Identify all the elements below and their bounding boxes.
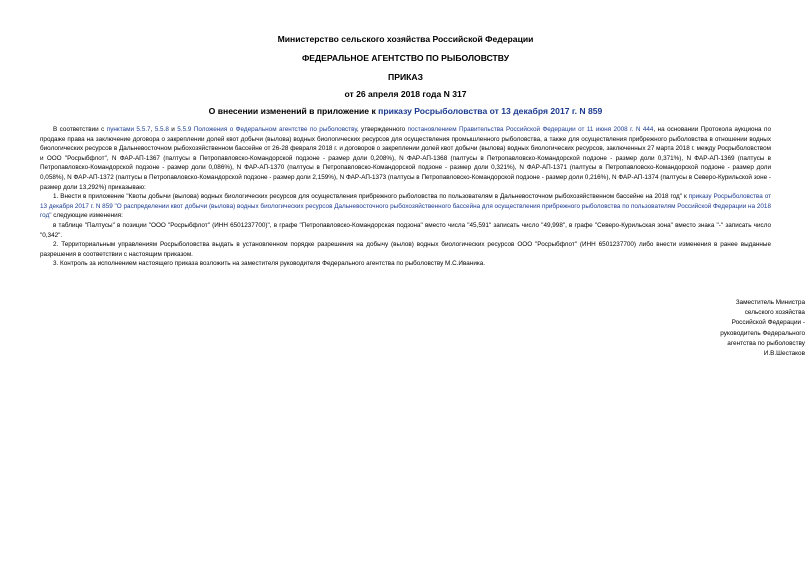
signature-line: сельского хозяйства — [744, 309, 805, 317]
item-3-paragraph: 3. Контроль за исполнением настоящего приказа возложить на заместителя руководителя Федерального агентства по рыболовству М.С.Иваника. — [53, 260, 486, 268]
link-regulation-5-5-9[interactable]: 5.5.9 Положения о Федеральном агентстве по рыболовству — [177, 126, 357, 133]
signatory-name: И.В.Шестаков — [763, 350, 805, 358]
item-1-text: 1. Внести в приложение "Квоты добычи (вылова) водных биологических ресурсов для осуществления прибрежного рыболовства по пользователям в Дальневосточном рыбохозяйственном бассейне на 2018 год" к — [53, 193, 689, 201]
document-title — [40, 106, 771, 117]
title-text: О внесении изменений в приложение к — [208, 106, 379, 116]
document-body — [40, 125, 771, 269]
link-point-5-5-8[interactable]: 5.5.8 — [154, 126, 169, 133]
link-order-859-full[interactable]: приказу Росрыболовства от 13 декабря 2017 г. N 859 "О распределении квот добычи (вылова) водных биологических ресурсов Дальневосточного рыбохозяйственного бассейна для осуществления прибрежного рыболовства по пользователям Российской Федерации на 2018 год" — [40, 193, 771, 220]
ministry-heading: Министерство сельского хозяйства Российской Федерации — [277, 34, 534, 44]
title-link-order-859[interactable]: приказу Росрыболовства от 13 декабря 2017 г. N 859 — [378, 106, 603, 116]
doc-type-heading: ПРИКАЗ — [388, 72, 423, 82]
item-2-paragraph: 2. Территориальным управлениям Росрыболовства выдать в установленном порядке разрешения на добычу (вылов) водных биологических ресурсов ООО "Росрыбфлот" (ИНН 6501237700) либо внести изменения в ранее выданные разрешения в соответствии с настоящим приказом. — [40, 241, 771, 258]
intro-paragraph — [40, 125, 771, 192]
intro-text: , — [150, 126, 155, 133]
intro-text: В соответствии с — [53, 126, 107, 133]
item-1-tail: следующие изменения: — [51, 212, 123, 220]
document-page — [40, 34, 771, 269]
signature-block — [645, 298, 805, 359]
intro-text: и — [168, 126, 178, 133]
item-1-paragraph — [40, 192, 771, 221]
item-1-change-paragraph: в таблице "Палтусы" в позиции "ООО "Росрыбфлот" (ИНН 6501237700)", в графе "Петропавловско-Командорская подзона" вместо числа "45,591" записать число "49,998", в графе "Северо-Курильская зона" вместо знака "-" записать число "0,342". — [40, 221, 771, 239]
link-government-decree-444[interactable]: постановлением Правительства Российской Федерации от 11 июня 2008 г. N 444 — [407, 126, 654, 133]
intro-text: , утвержденного — [356, 126, 408, 133]
link-point-5-5-7[interactable]: пунктами 5.5.7 — [106, 126, 151, 133]
date-number-heading: от 26 апреля 2018 года N 317 — [344, 89, 467, 99]
signature-line: агентства по рыболовству — [727, 339, 805, 347]
agency-heading: ФЕДЕРАЛЬНОЕ АГЕНТСТВО ПО РЫБОЛОВСТВУ — [301, 53, 510, 63]
signature-line: руководитель Федерального — [720, 329, 805, 337]
signature-line: Заместитель Министра — [735, 299, 805, 306]
signature-line: Российской Федерации - — [731, 319, 805, 327]
intro-text: , на основании Протокола аукциона по продаже права на заключение договора о закреплении долей квот добычи (вылова) водных биологических ресурсов для осуществления промышленного рыболовства, а также для осуществления прибрежного рыболовства в отношении водных биологических ресурсов в Дальневосточном рыбохозяйственном бассейне от 26-28 февраля 2018 г. и договоров о закреплении долей квот добычи (вылова) водных биологических ресурсов, заключенных 27 марта 2018 г. между Росрыболовством и ООО "Росрыбфлот", N ФАР-АП-1367 (палтусы в Петропавловско-Командорской подзоне - размер доли 0,208%), N ФАР-АП-1368 (палтусы в Петропавловско-Командорской подзоне - размер доли 0,371%), N ФАР-АП-1369 (палтусы в Петропавловско-Командорской подзоне - размер доли 0,086%), N ФАР-АП-1370 (палтусы в Петропавловско-Командорской подзоне - размер доли 0,321%), N ФАР-АП-1371 (палтусы в Петропавловско-Командорской подзоне - размер доли 0,058%), N ФАР-АП-1372 (палтусы в Петропавловско-Командорской подзоне - размер доли 2,159%), N ФАР-АП-1373 (палтусы в Петропавловско-Командорской подзоне - размер доли 0,216%), N ФАР-АП-1374 (палтусы в Северо-Курильской зоне - размер доли 13,292%) приказываю: — [40, 126, 771, 191]
